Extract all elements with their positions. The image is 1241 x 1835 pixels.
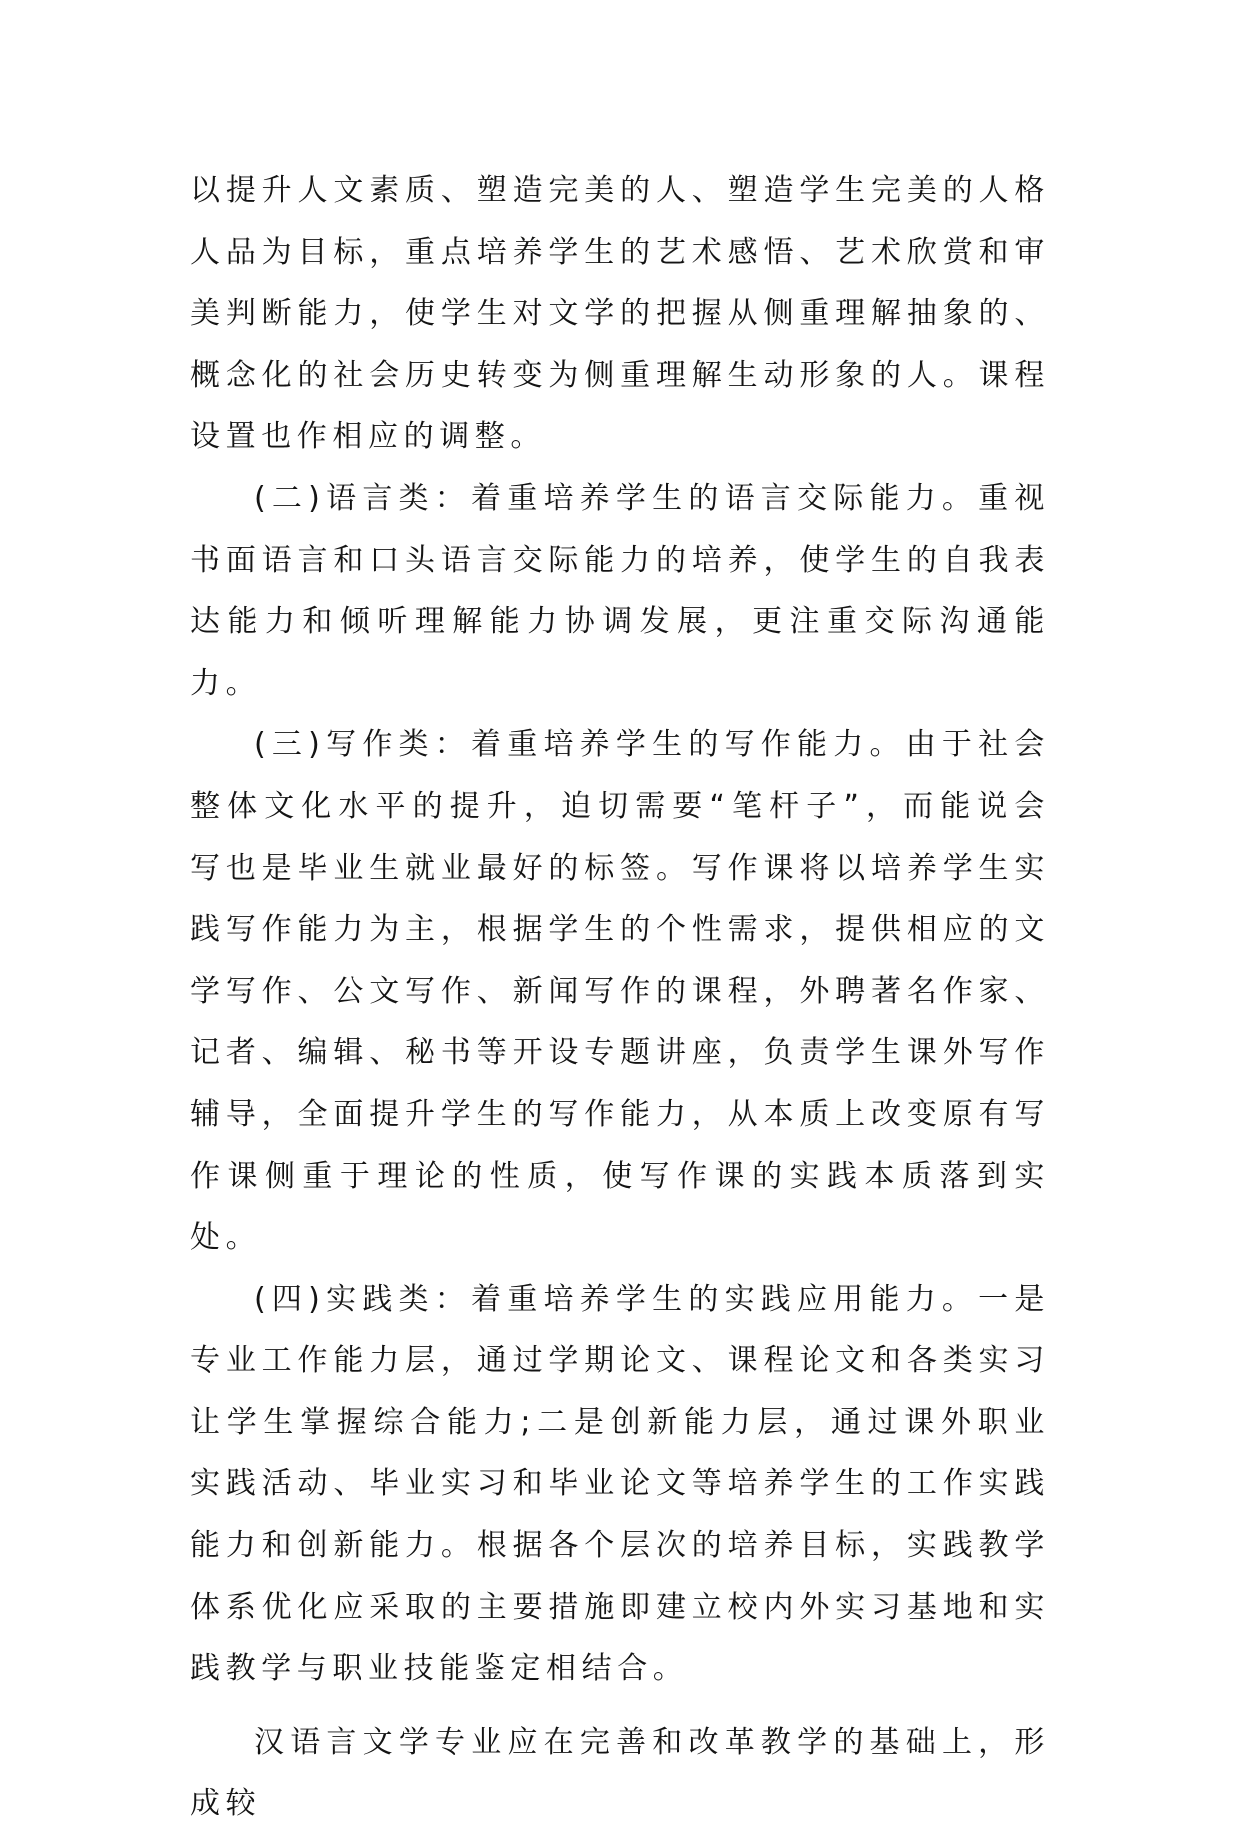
- paragraph-conclusion-start: 汉语言文学专业应在完善和改革教学的基础上，形成较: [190, 1724, 1050, 1822]
- document-body: [190, 160, 1050, 1835]
- paragraph-intro-continuation: 以提升人文素质、塑造完美的人、塑造学生完美的人格人品为目标，重点培养学生的艺术感悟、艺术欣赏和审美判断能力，使学生对文学的把握从侧重理解抽象的、概念化的社会历史转变为侧重理解生动形象的人。课程设置也作相应的调整。: [190, 173, 1050, 455]
- paragraph-practice-category: (四)实践类：着重培养学生的实践应用能力。一是专业工作能力层，通过学期论文、课程论文和各类实习让学生掌握综合能力;二是创新能力层，通过课外职业实践活动、毕业实习和毕业论文等培养学生的工作实践能力和创新能力。根据各个层次的培养目标，实践教学体系优化应采取的主要措施即建立校内外实习基地和实践教学与职业技能鉴定相结合。: [190, 1281, 1050, 1687]
- paragraph-language-category: (二)语言类：着重培养学生的语言交际能力。重视书面语言和口头语言交际能力的培养，使学生的自我表达能力和倾听理解能力协调发展，更注重交际沟通能力。: [190, 480, 1050, 701]
- paragraph-writing-category: (三)写作类：着重培养学生的写作能力。由于社会整体文化水平的提升，迫切需要“笔杆子”，而能说会写也是毕业生就业最好的标签。写作课将以培养学生实践写作能力为主，根据学生的个性需求，提供相应的文学写作、公文写作、新闻写作的课程，外聘著名作家、记者、编辑、秘书等开设专题讲座，负责学生课外写作辅导，全面提升学生的写作能力，从本质上改变原有写作课侧重于理论的性质，使写作课的实践本质落到实处。: [190, 727, 1050, 1256]
